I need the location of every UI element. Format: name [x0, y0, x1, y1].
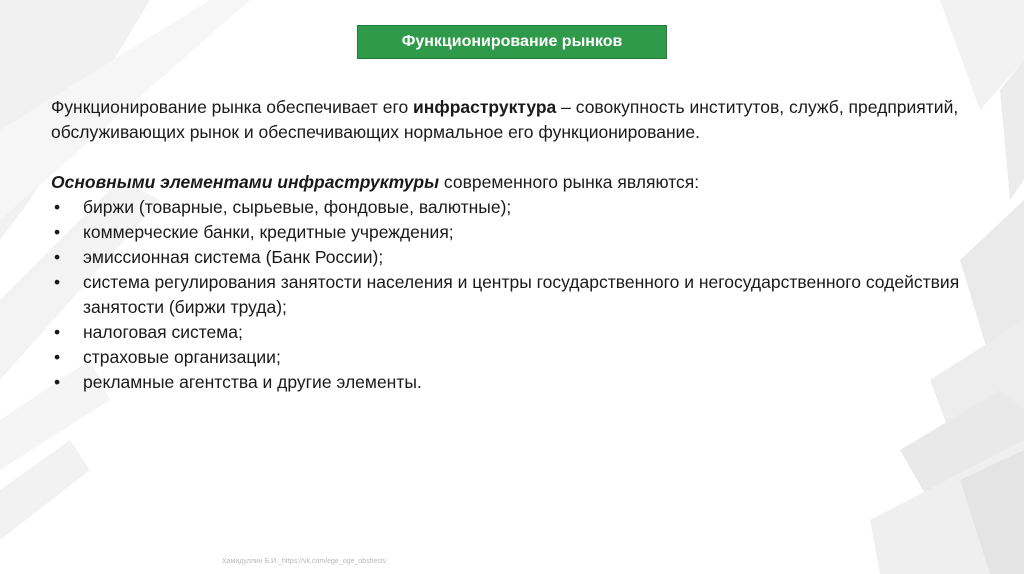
intro-text-start: Функционирование рынка обеспечивает его	[51, 97, 414, 117]
list-item-text: страховые организации;	[83, 347, 281, 367]
bullet-icon: •	[54, 322, 61, 342]
bullet-icon: •	[54, 272, 61, 292]
list-item-text: система регулирования занятости населения и центры государственного и негосударственного содействия занятости (биржи труда);	[83, 272, 960, 317]
footer-credit: Хамидуллин Б.И._https://vk.com/ege_oge_obshestv	[222, 558, 387, 565]
bullet-icon: •	[54, 347, 61, 367]
intro-paragraph	[51, 95, 981, 145]
list-item-text: налоговая система;	[83, 322, 243, 342]
list-item	[51, 370, 981, 395]
list-item-text: рекламные агентства и другие элементы.	[83, 372, 422, 392]
list-item-text: биржи (товарные, сырьевые, фондовые, валютные);	[83, 197, 512, 217]
bullet-icon: •	[54, 372, 61, 392]
elements-heading-rest: современного рынка являются:	[439, 172, 700, 192]
bullet-icon: •	[54, 247, 61, 267]
list-item	[51, 245, 981, 270]
bullet-icon: •	[54, 222, 61, 242]
infrastructure-elements-list	[51, 195, 981, 395]
list-item	[51, 345, 981, 370]
list-item	[51, 270, 981, 320]
list-item	[51, 220, 981, 245]
list-item-text: эмиссионная система (Банк России);	[83, 247, 384, 267]
intro-term: инфраструктура	[413, 97, 557, 117]
elements-heading	[51, 170, 981, 195]
list-item	[51, 195, 981, 220]
slide-title: Функционирование рынков	[401, 33, 623, 50]
list-item	[51, 320, 981, 345]
slide-content	[51, 95, 981, 395]
elements-heading-emphasis: Основными элементами инфраструктуры	[51, 172, 440, 192]
slide-title-badge	[357, 25, 667, 59]
intro-text-end: – совокупность институтов, служб, предприятий, обслуживающих рынок и обеспечивающих нормальное его функционирование.	[51, 97, 959, 142]
bullet-icon: •	[54, 197, 61, 217]
list-item-text: коммерческие банки, кредитные учреждения;	[83, 222, 454, 242]
